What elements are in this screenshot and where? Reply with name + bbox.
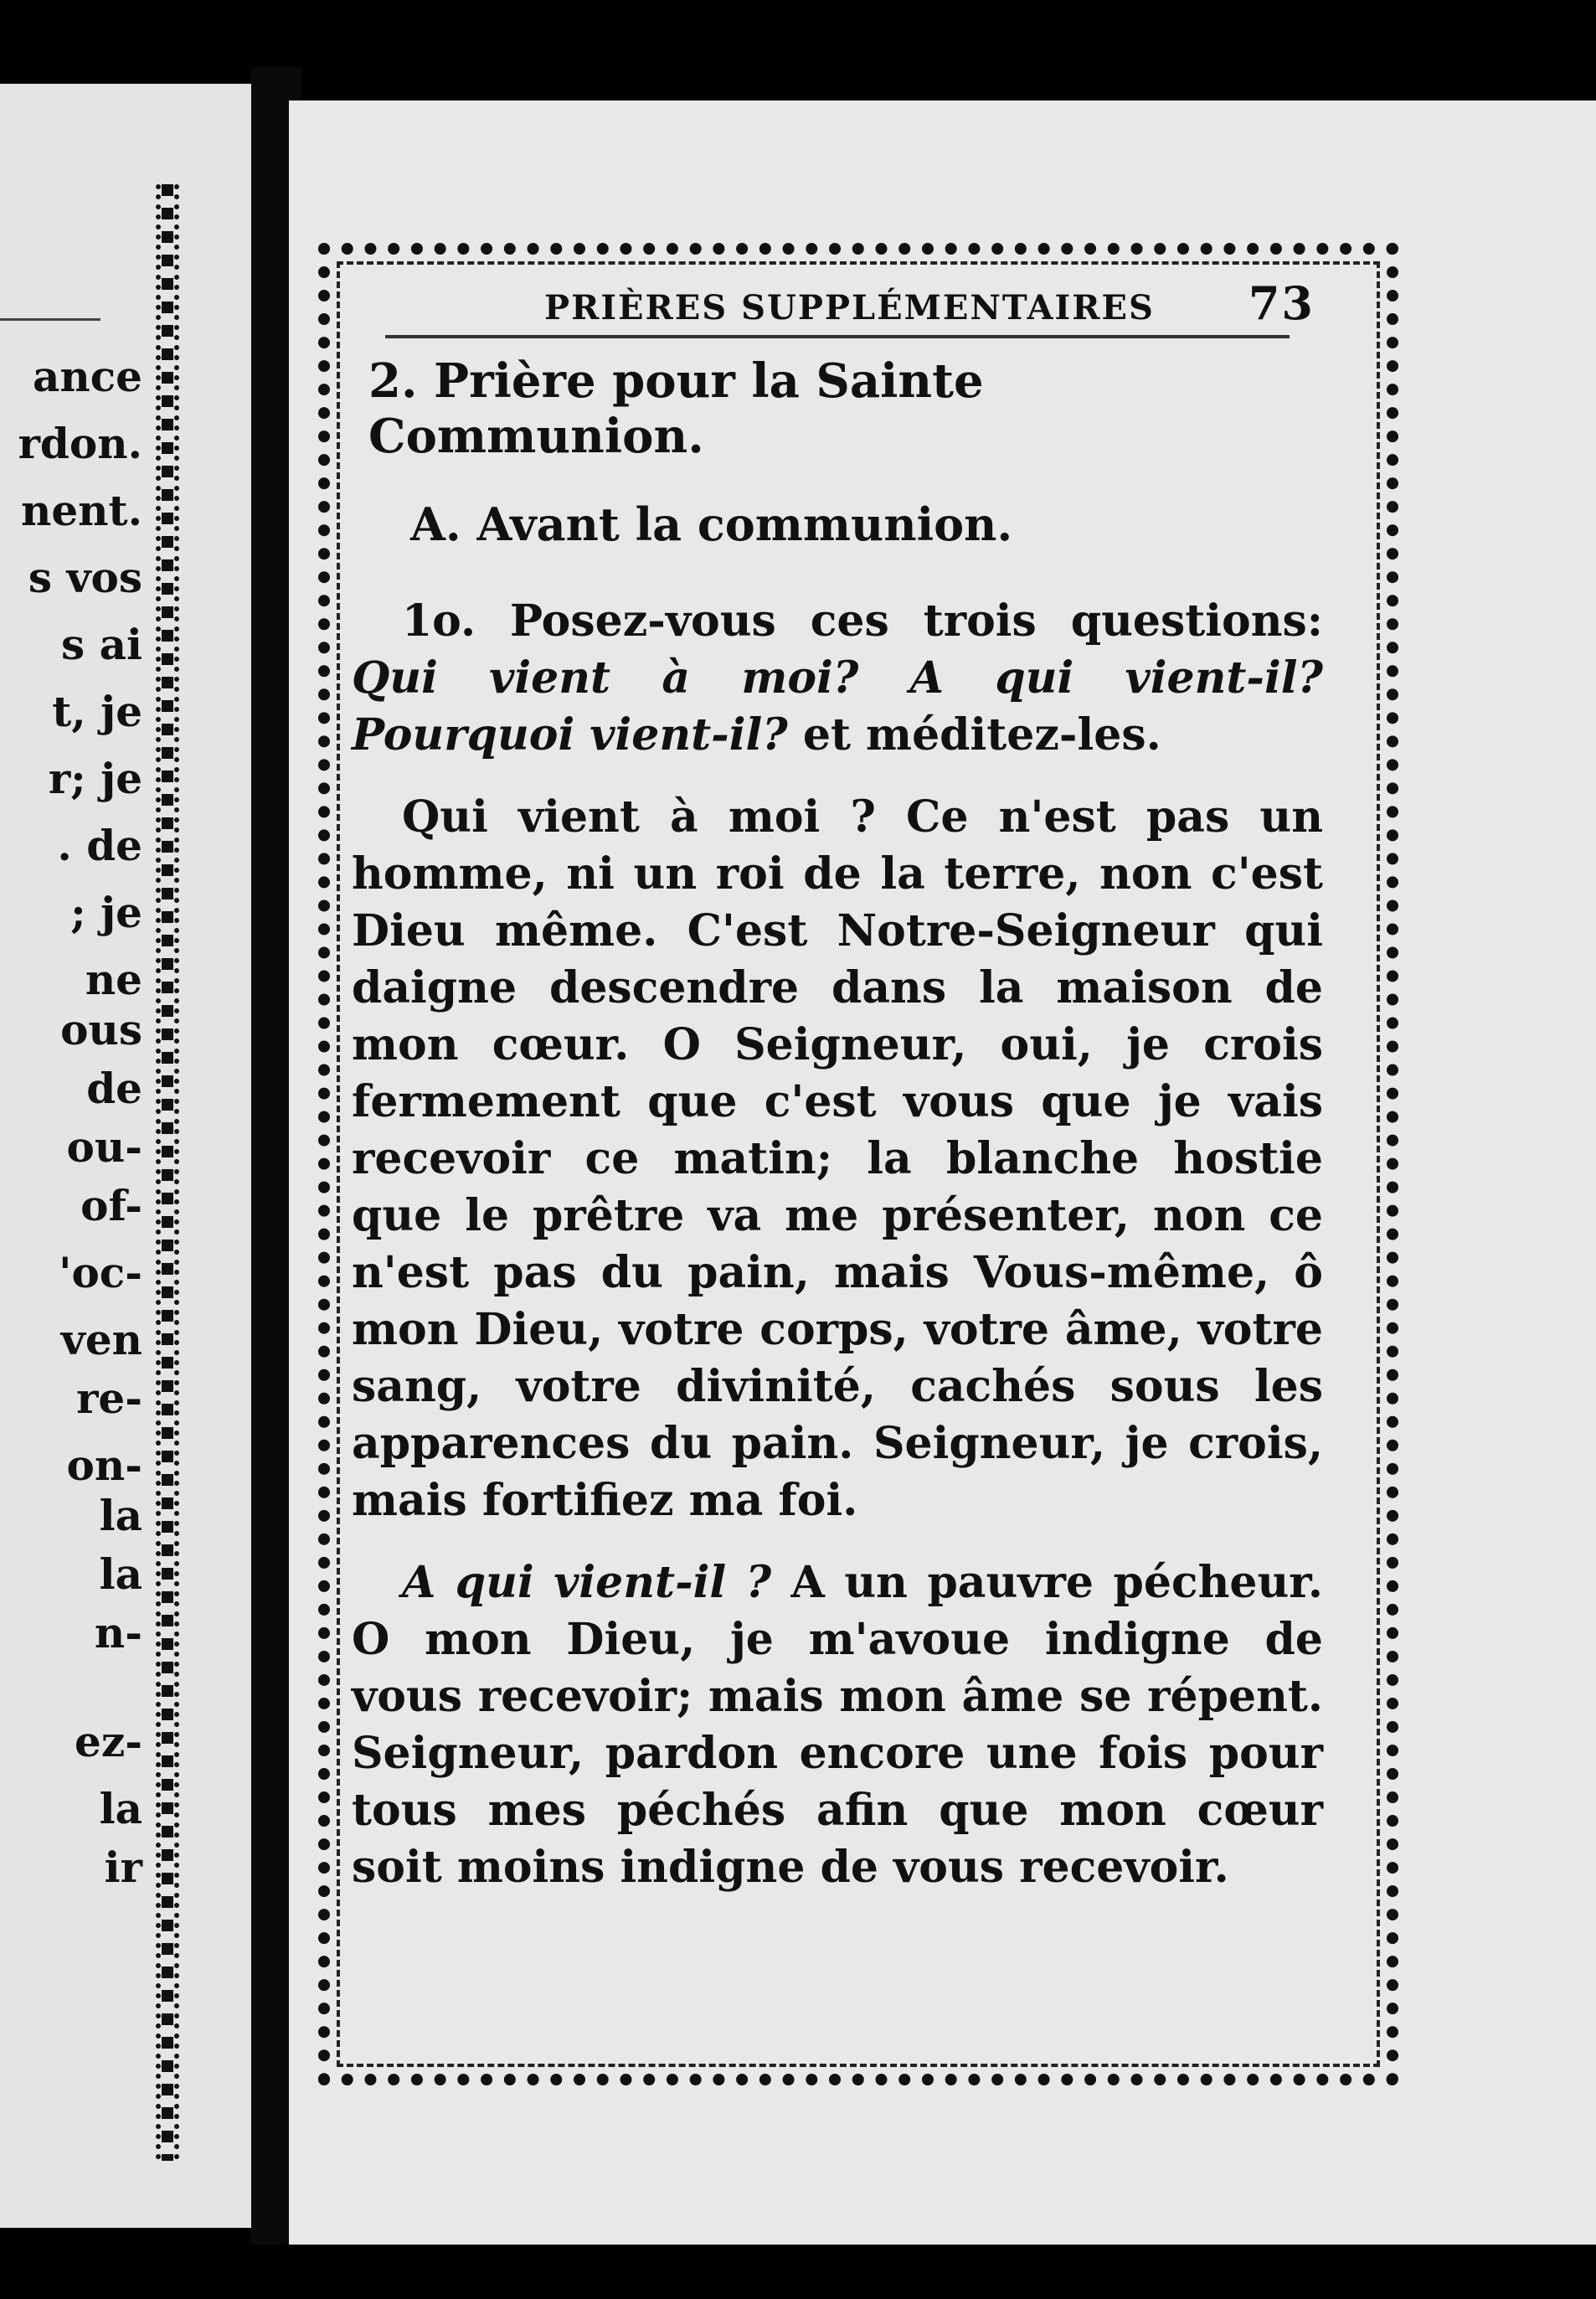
p3-text: A un pauvre pécheur. O mon Dieu, je m'avoue indigne de vous recevoir; mais mon âme se répent. Seigneur, pardon encore une fois pour tous mes péchés afin que mon cœur soit moins indigne de vous recevoir. <box>352 1557 1323 1893</box>
left-page-fragment: n- <box>94 1608 142 1657</box>
paragraph-2 <box>352 789 1323 1529</box>
left-page-fragment: ven <box>60 1315 142 1364</box>
left-page-fragment: of- <box>80 1181 142 1230</box>
page-number: 73 <box>1248 276 1315 330</box>
left-page-border <box>151 184 184 2161</box>
left-page-fragment: 'oc- <box>59 1248 142 1297</box>
paragraph-1 <box>352 593 1323 764</box>
left-page-fragment: ou- <box>66 1122 142 1172</box>
left-page-fragment: . de <box>57 821 142 870</box>
left-page-fragment: s vos <box>28 553 142 602</box>
left-page-fragment: ne <box>85 955 142 1004</box>
left-page-fragment: ir <box>104 1843 142 1892</box>
left-page-fragment: rdon. <box>18 419 142 468</box>
header-rule <box>385 335 1290 338</box>
subsection-title: A. Avant la communion. <box>410 497 1013 551</box>
p1-questions: Qui vient à moi? A qui vient-il? Pourquoi vient-il? <box>352 652 1323 760</box>
left-page-fragment: de <box>86 1064 142 1113</box>
left-page-fragment: nent. <box>20 486 142 535</box>
p3-question: A qui vient-il ? <box>402 1557 772 1608</box>
section-title: 2. Prière pour la Sainte Communion. <box>368 353 984 464</box>
left-page-fragment: ez- <box>75 1717 142 1766</box>
left-page-fragment: r; je <box>48 754 142 803</box>
left-page-fragment: la <box>99 1549 142 1599</box>
paragraph-3 <box>352 1554 1323 1896</box>
p2-text: Qui vient à moi ? Ce n'est pas un homme, ni un roi de la terre, non c'est Dieu même. C'est Notre-Seigneur qui daigne descendre dans la maison de mon cœur. O Seigneur, oui, je crois fermement que c'est vous que je vais recevoir ce matin; la blanche hostie que le prêtre va me présenter, non ce n'est pas du pain, mais Vous-même, ô mon Dieu, votre corps, votre âme, votre sang, votre divinité, cachés sous les apparences du pain. Seigneur, je crois, mais fortifiez ma foi. <box>352 791 1323 1526</box>
left-page-fragment: la <box>99 1491 142 1540</box>
left-page-fragment: la <box>99 1784 142 1833</box>
left-page-fragment: t, je <box>52 687 142 736</box>
running-head-title: PRIÈRES SUPPLÉMENTAIRES <box>544 288 1155 327</box>
running-head <box>352 276 1323 330</box>
left-page-fragment: ; je <box>70 888 142 937</box>
left-page-fragment: ance <box>32 352 142 401</box>
left-page-fragment: ous <box>60 1005 142 1054</box>
page-content <box>352 276 1323 1921</box>
left-page-fragment: s ai <box>61 620 142 669</box>
p1-lead: 1o. Posez-vous ces trois questions: <box>402 595 1323 647</box>
left-page <box>0 84 251 2228</box>
left-page-rule <box>0 318 100 321</box>
left-page-fragment: on- <box>66 1441 142 1490</box>
left-page-fragment: re- <box>76 1374 142 1423</box>
p1-tail: et méditez-les. <box>787 709 1161 760</box>
